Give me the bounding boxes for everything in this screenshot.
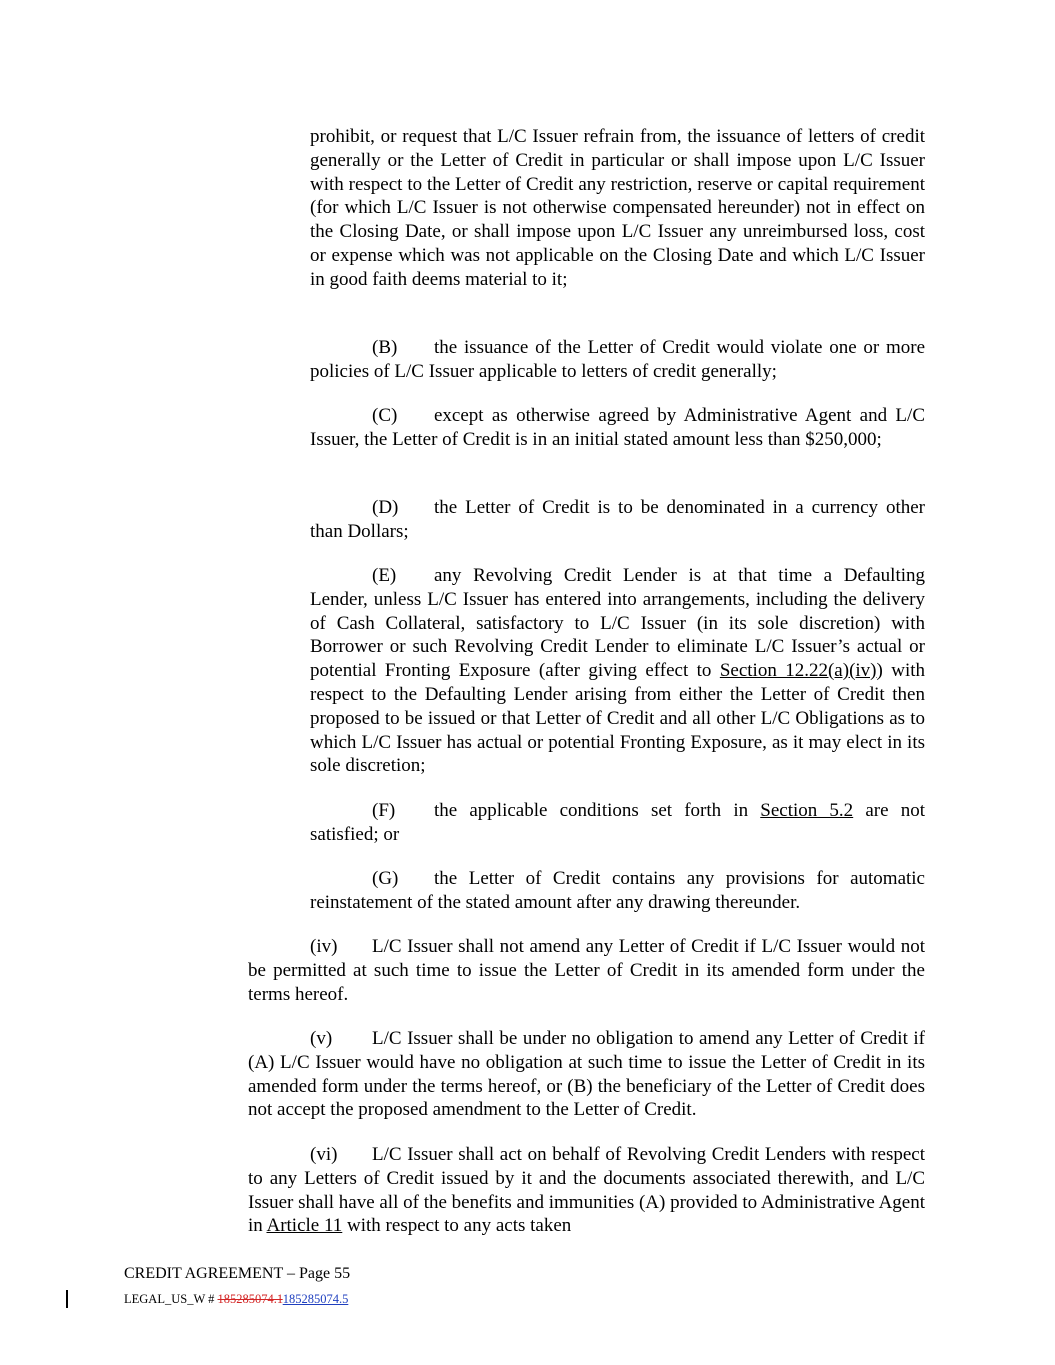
clause-B — [310, 336, 925, 384]
section-reference-link[interactable]: Section 12.22(a)(iv) — [719, 660, 877, 682]
clause-text-continued: with respect to any acts taken — [342, 1215, 572, 1237]
clause-label: (B) — [372, 337, 398, 358]
clause-text: L/C Issuer shall be under no obligation to amend any Letter of Credit if (A) L/C Issuer would have no obligation at such time to issue the Letter of Credit in its amended form under the terms hereof, or (B) the beneficiary of the Letter of Credit does not accept the proposed amendment to the Letter of Credit. — [248, 1028, 925, 1121]
clause-text: L/C Issuer shall act on behalf of Revolving Credit Lenders with respect to any Letters of Credit issued by it and the documents associated therewith, and L/C Issuer shall have all of the benefits and immunities (A) provided to Administrative Agent in — [248, 1144, 925, 1237]
clause-text-continued: are not satisfied; or — [310, 800, 925, 845]
clause-label: (iv) — [310, 936, 338, 957]
section-reference-link[interactable]: Section 5.2 — [760, 800, 854, 821]
clause-text: the Letter of Credit contains any provisions for automatic reinstatement of the stated amount after any drawing thereunder. — [310, 868, 925, 913]
footer-page-title: CREDIT AGREEMENT – Page 55 — [124, 1265, 351, 1282]
clause-vi — [248, 1143, 925, 1238]
clause-F — [310, 799, 925, 847]
clause-iv — [248, 935, 925, 1006]
clause-label: (vi) — [310, 1144, 338, 1165]
inserted-doc-id: 185285074.5 — [282, 1292, 349, 1306]
footer-document-id — [124, 1292, 348, 1307]
clause-label: (v) — [310, 1028, 333, 1049]
clause-text-continued: ) with respect to the Defaulting Lender arising from either the Letter of Credit then proposed to be issued or that Letter of Credit and all other L/C Obligations as to which L/C Issuer has actual or potential Fronting Exposure, as it may elect in its sole discretion; — [310, 660, 926, 777]
doc-id-prefix: LEGAL_US_W # — [124, 1292, 218, 1306]
clause-text: the applicable conditions set forth in — [434, 800, 761, 821]
clause-G — [310, 867, 925, 915]
clause-v — [248, 1027, 925, 1122]
clause-label: (F) — [372, 800, 396, 821]
clause-D — [310, 496, 925, 544]
revision-change-bar — [66, 1290, 68, 1308]
clause-text: the issuance of the Letter of Credit would violate one or more policies of L/C Issuer applicable to letters of credit generally; — [310, 337, 925, 382]
clause-text: except as otherwise agreed by Administrative Agent and L/C Issuer, the Letter of Credit is in an initial stated amount less than $250,000; — [310, 405, 925, 450]
article-reference-link[interactable]: Article 11 — [266, 1215, 343, 1237]
clause-label: (D) — [372, 497, 399, 518]
clause-text: L/C Issuer shall not amend any Letter of Credit if L/C Issuer would not be permitted at such time to issue the Letter of Credit in its amended form under the terms hereof. — [248, 936, 925, 1005]
clause-C — [310, 404, 925, 452]
clause-text: any Revolving Credit Lender is at that time a Defaulting Lender, unless L/C Issuer has entered into arrangements, including the delivery of Cash Collateral, satisfactory to L/C Issuer (in its sole discretion) with Borrower or such Revolving Credit Lender to eliminate L/C Issuer’s actual or potential Fronting Exposure (after giving effect to — [310, 565, 925, 682]
paragraph-intro: prohibit, or request that L/C Issuer refrain from, the issuance of letters of credit generally or the Letter of Credit in particular or shall impose upon L/C Issuer with respect to the Letter of Credit any restriction, reserve or capital requirement (for which L/C Issuer is not otherwise compensated hereunder) not in effect on the Closing Date, or shall impose upon L/C Issuer any unreimbursed loss, cost or expense which was not applicable on the Closing Date and which L/C Issuer in good faith deems material to it; — [310, 126, 925, 290]
deleted-doc-id: 185285074.1 — [217, 1292, 283, 1306]
clause-text: the Letter of Credit is to be denominated in a currency other than Dollars; — [310, 497, 925, 542]
clause-label: (G) — [372, 868, 399, 889]
clause-label: (C) — [372, 405, 398, 426]
clause-label: (E) — [372, 565, 397, 586]
clause-E — [310, 564, 925, 778]
